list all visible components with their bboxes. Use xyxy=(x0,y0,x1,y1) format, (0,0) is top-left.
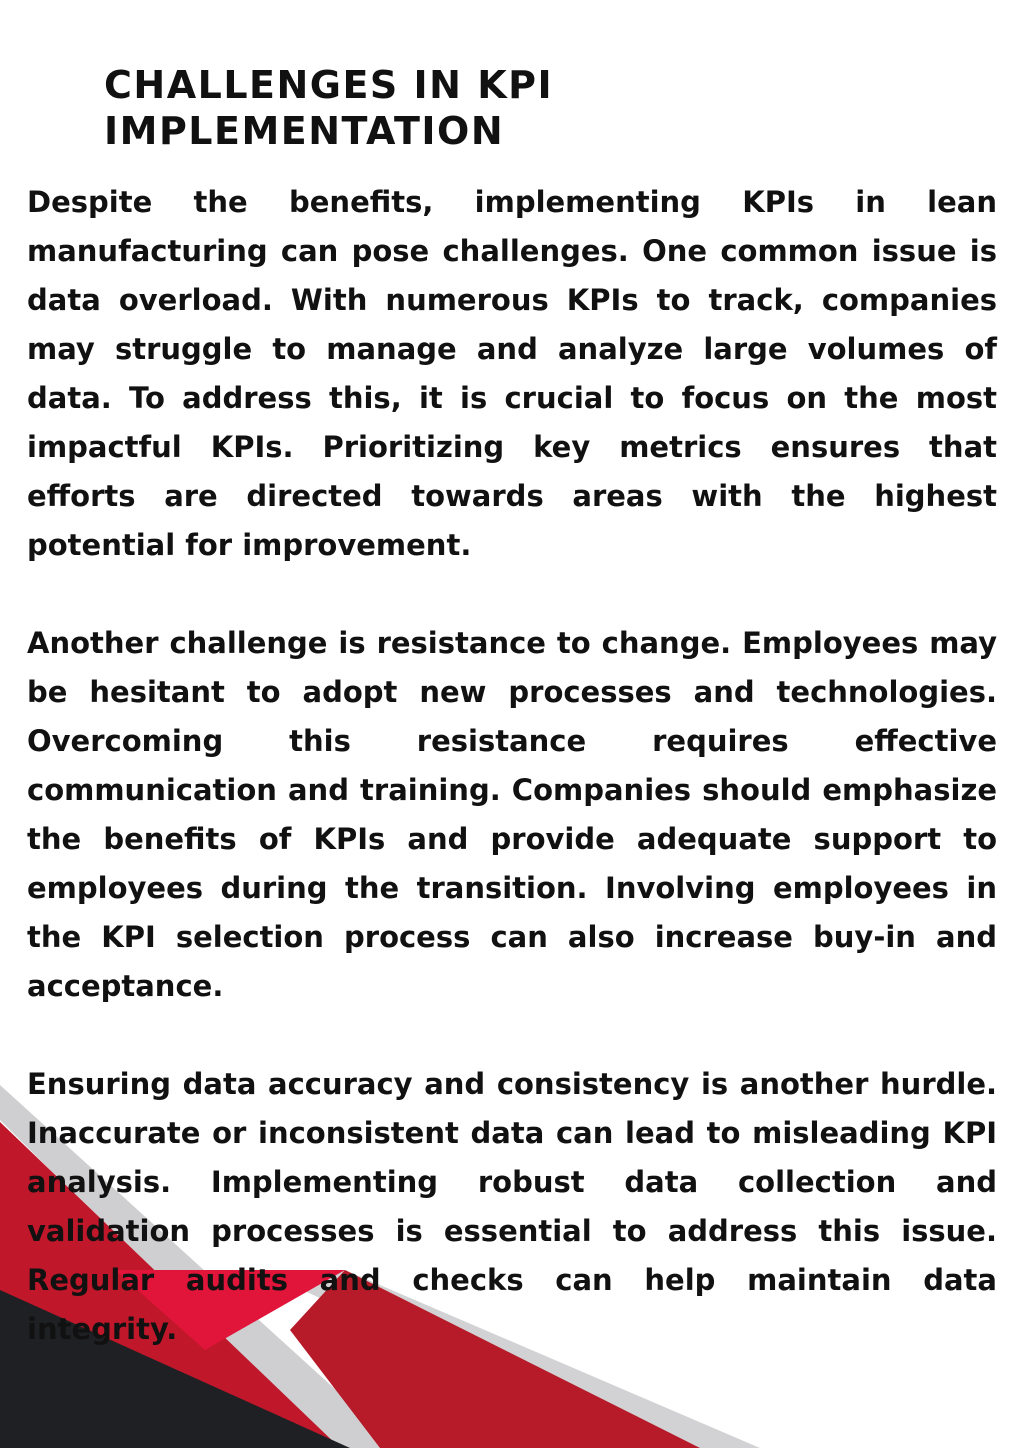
title-line-1: CHALLENGES IN KPI xyxy=(104,63,554,107)
paragraph-data-accuracy: Ensuring data accuracy and consistency is another hurdle. Inaccurate or inconsistent data can lead to misleading KPI analysis. Implementing robust data collection and validation processes is essential to address this issue. Regular audits and checks can help maintain data integrity. xyxy=(27,1067,997,1346)
page-title xyxy=(104,62,924,154)
paragraph-resistance-to-change: Another challenge is resistance to change. Employees may be hesitant to adopt new processes and technologies. Overcoming this resistance requires effective communication and training. Companies should emphasize the benefits of KPIs and provide adequate support to employees during the transition. Involving employees in the KPI selection process can also increase buy-in and acceptance. xyxy=(27,626,997,1003)
paragraph-data-overload: Despite the benefits, implementing KPIs in lean manufacturing can pose challenges. One common issue is data overload. With numerous KPIs to track, companies may struggle to manage and analyze large volumes of data. To address this, it is crucial to focus on the most impactful KPIs. Prioritizing key metrics ensures that efforts are directed towards areas with the highest potential for improvement. xyxy=(27,185,997,562)
title-line-2: IMPLEMENTATION xyxy=(104,109,505,153)
article-body xyxy=(27,178,997,1403)
